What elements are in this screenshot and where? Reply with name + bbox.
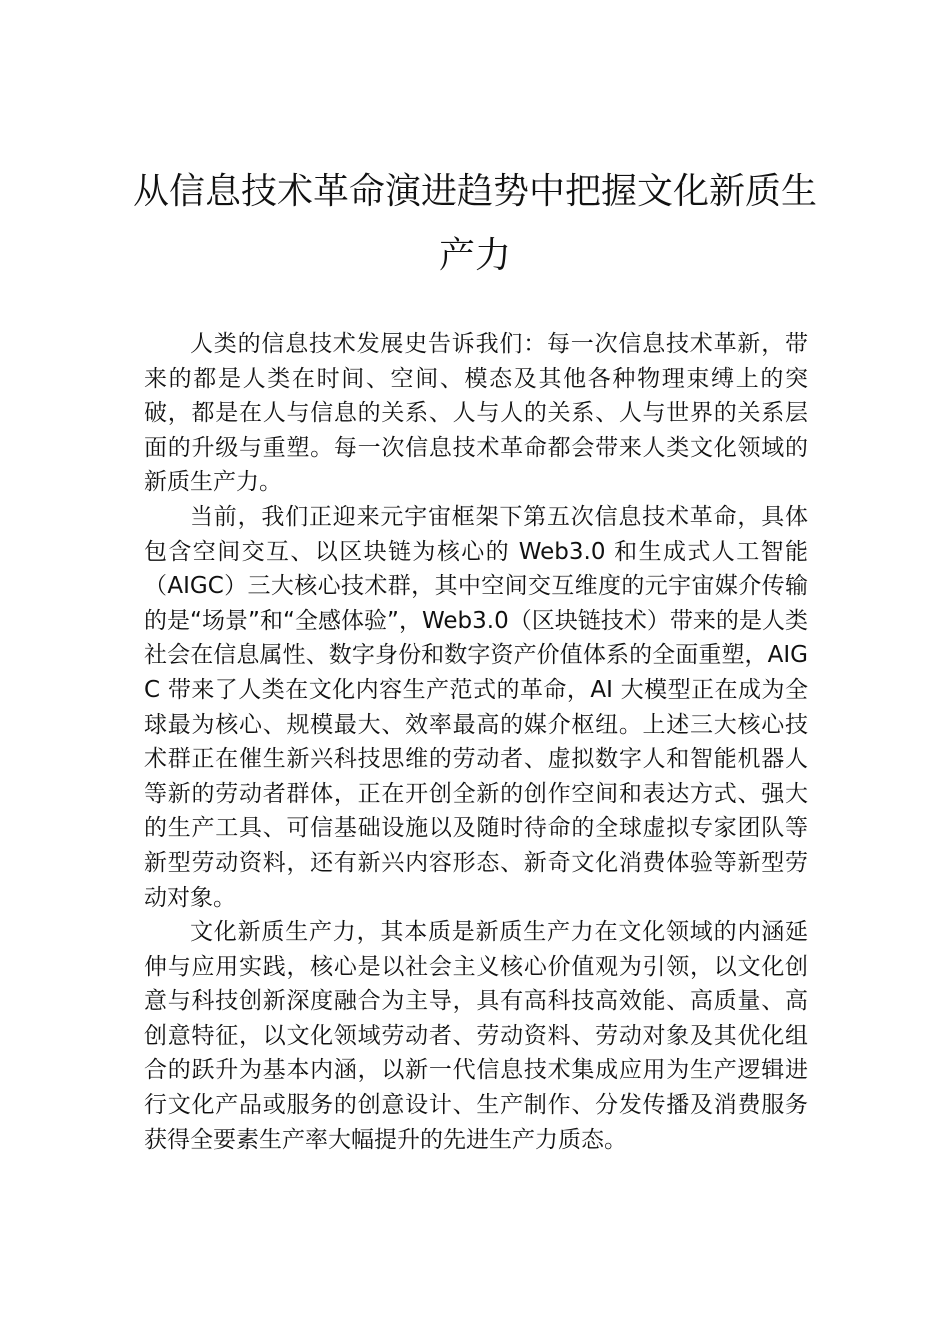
document-title: 从信息技术革命演进趋势中把握文化新质生产力 — [132, 171, 817, 276]
paragraph-3: 文化新质生产力，其本质是新质生产力在文化领域的内涵延伸与应用实践，核心是以社会主义核心价值观为引领，以文化创意与科技创新深度融合为主导，具有高科技高效能、高质量、高创意特征，以文化领域劳动者、劳动资料、劳动对象及其优化组合的跃升为基本内涵，以新一代信息技术集成应用为生产逻辑进行文化产品或服务的创意设计、生产制作、分发传播及消费服务获得全要素生产率大幅提升的先进生产力质态。 — [144, 919, 808, 1153]
paragraph-1: 人类的信息技术发展史告诉我们：每一次信息技术革新，带来的都是人类在时间、空间、模态及其他各种物理束缚上的突破，都是在人与信息的关系、人与人的关系、人与世界的关系层面的升级与重塑。每一次信息技术革命都会带来人类文化领域的新质生产力。 — [144, 331, 808, 496]
paragraph-2: 当前，我们正迎来元宇宙框架下第五次信息技术革命，具体包含空间交互、以区块链为核心的 Web3.0 和生成式人工智能（AIGC）三大核心技术群，其中空间交互维度的元宇宙媒介传输的是“场景”和“全感体验”，Web3.0（区块链技术）带来的是人类社会在信息属性、数字身份和数字资产价值体系的全面重塑，AIGC 带来了人类在文化内容生产范式的革命，AI 大模型正在成为全球最为核心、规模最大、效率最高的媒介枢纽。上述三大核心技术群正在催生新兴科技思维的劳动者、虚拟数字人和智能机器人等新的劳动者群体，正在开创全新的创作空间和表达方式、强大的生产工具、可信基础设施以及随时待命的全球虚拟专家团队等新型劳动资料，还有新兴内容形态、新奇文化消费体验等新型劳动对象。 — [144, 503, 808, 911]
document-body — [144, 327, 808, 1157]
